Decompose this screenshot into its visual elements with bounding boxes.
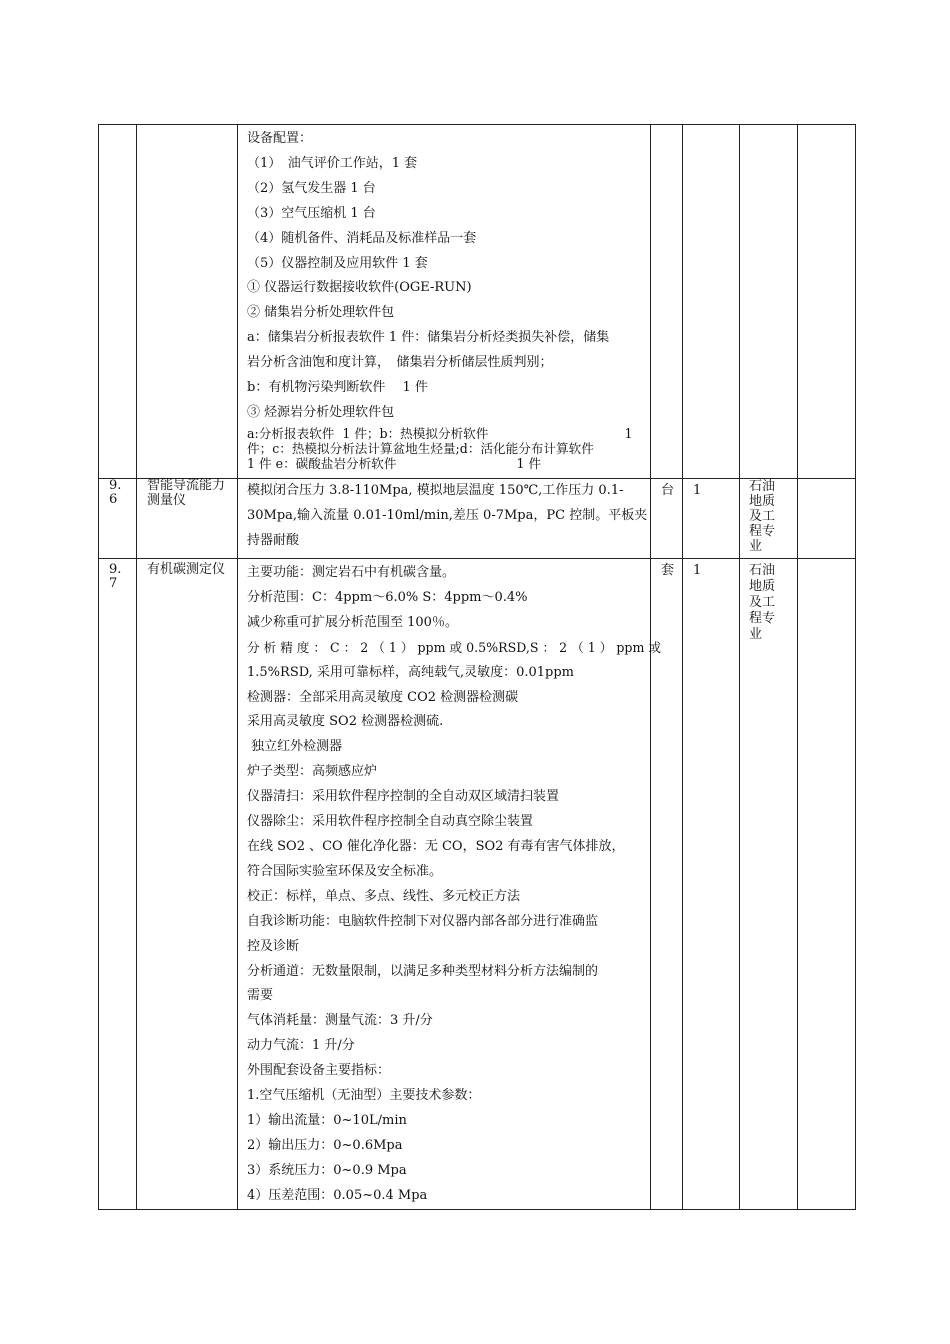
row-number-cell: 9. 6 — [99, 479, 137, 559]
description-line: 控及诊断 — [247, 938, 300, 954]
description-line: 仪器除尘：采用软件程序控制全自动真空除尘装置 — [247, 814, 534, 830]
quantity-cell — [683, 125, 740, 479]
equipment-name-cell: 有机碳测定仪 — [137, 559, 238, 1210]
description-line: （2）氢气发生器 1 台 — [247, 180, 376, 196]
description-line: 校正：标样，单点、多点、线性、多元校正方法 — [247, 888, 521, 904]
unit-cell: 台 — [651, 479, 683, 559]
description-line: 在线 SO2 、CO 催化净化器：无 CO，SO2 有毒有害气体排放， — [247, 838, 625, 854]
description-line: 外围配套设备主要指标： — [247, 1063, 391, 1079]
description-line: 减少称重可扩展分析范围至 100％。 — [247, 614, 458, 630]
description-line: （5）仪器控制及应用软件 1 套 — [247, 255, 428, 271]
description-line: 1.空气压缩机（无油型）主要技术参数： — [247, 1088, 481, 1104]
description-line: b：有机物污染判断软件 1 件 — [247, 380, 428, 396]
description-line: 炉子类型：高频感应炉 — [247, 764, 378, 780]
row-number-cell: 9. 7 — [99, 559, 137, 1210]
equipment-name-cell — [137, 125, 238, 479]
row-number-cell — [99, 125, 137, 479]
quantity-cell: 1 — [683, 479, 740, 559]
description-cell — [238, 125, 651, 479]
unit-cell: 套 — [651, 559, 683, 1210]
description-line: 符合国际实验室环保及安全标准。 — [247, 863, 443, 879]
table-row — [99, 479, 856, 559]
equipment-name-cell: 智能导流能力测量仪 — [137, 479, 238, 559]
description-line: 检测器：全部采用高灵敏度 CO2 检测器检测碳 — [247, 689, 519, 705]
equipment-spec-table — [98, 124, 856, 1210]
description-line: 4）压差范围：0.05~0.4 Mpa — [247, 1187, 428, 1203]
description-line: 持器耐酸 — [247, 532, 300, 548]
extra-cell — [798, 559, 856, 1210]
description-line: 1）输出流量：0~10L/min — [247, 1112, 407, 1128]
description-line: 件；c：热模拟分析法计算盆地生烃量;d：活化能分布计算软件 — [247, 440, 594, 456]
description-line: （3）空气压缩机 1 台 — [247, 205, 376, 221]
description-line: 主要功能：测定岩石中有机碳含量。 — [247, 565, 456, 580]
description-line: 1.5%RSD, 采用可靠标样，高纯载气,灵敏度：0.01ppm — [247, 664, 574, 680]
description-line: 分析通道：无数量限制，以满足多种类型材料分析方法编制的 — [247, 963, 599, 979]
description-line: （4）随机备件、消耗品及标准样品一套 — [247, 230, 477, 246]
description-line: 模拟闭合压力 3.8-110Mpa, 模拟地层温度 150℃,工作压力 0.1- — [247, 483, 624, 498]
description-line: 仪器清扫：采用软件程序控制的全自动双区域清扫装置 — [247, 789, 560, 805]
description-line: 设备配置： — [247, 131, 313, 146]
description-line: 3）系统压力：0~0.9 Mpa — [247, 1162, 407, 1178]
description-line: 自我诊断功能：电脑软件控制下对仪器内部各部分进行准确监 — [247, 913, 599, 929]
remark-cell — [740, 125, 798, 479]
description-line: 需要 — [247, 988, 274, 1004]
table-row — [99, 559, 856, 1210]
extra-cell — [798, 125, 856, 479]
description-line: 30Mpa,输入流量 0.01-10ml/min,差压 0-7Mpa，PC 控制。平板夹 — [247, 507, 648, 523]
description-line: 2）输出压力：0~0.6Mpa — [247, 1137, 403, 1153]
description-line: 1 件 e：碳酸盐岩分析软件 1 件 — [247, 455, 542, 471]
quantity-cell: 1 — [683, 559, 740, 1210]
description-line: 分 析 精 度 ： C ： 2 （ 1 ） ppm 或 0.5%RSD,S ： 2 （ 1 ） ppm 或 — [247, 639, 661, 655]
description-line: ② 储集岩分析处理软件包 — [247, 305, 395, 321]
remark-cell: 石油地质及工程专业 — [740, 559, 798, 1210]
unit-cell — [651, 125, 683, 479]
description-line: 独立红外检测器 — [247, 739, 343, 755]
remark-cell: 石油地质及工程专业 — [740, 479, 798, 559]
description-line: （1） 油气评价工作站，1 套 — [247, 155, 418, 171]
description-line: a:分析报表软件 1 件；b：热模拟分析软件 1 — [247, 425, 633, 441]
description-line: ① 仪器运行数据接收软件(OGE-RUN) — [247, 280, 472, 296]
extra-cell — [798, 479, 856, 559]
description-line: 动力气流：1 升/分 — [247, 1038, 355, 1054]
description-cell — [238, 559, 661, 1210]
description-line: a：储集岩分析报表软件 1 件：储集岩分析烃类损失补偿，储集 — [247, 330, 610, 346]
description-line: 气体消耗量：测量气流：3 升/分 — [247, 1013, 433, 1029]
description-line: 岩分析含油饱和度计算， 储集岩分析储层性质判别； — [247, 355, 553, 371]
description-line: 采用高灵敏度 SO2 检测器检测硫. — [247, 714, 444, 730]
table-row — [99, 125, 856, 479]
description-line: ③ 烃源岩分析处理软件包 — [247, 404, 395, 420]
description-cell — [238, 479, 651, 559]
description-line: 分析范围：C：4ppm～6.0% S：4ppm～0.4% — [247, 589, 528, 605]
